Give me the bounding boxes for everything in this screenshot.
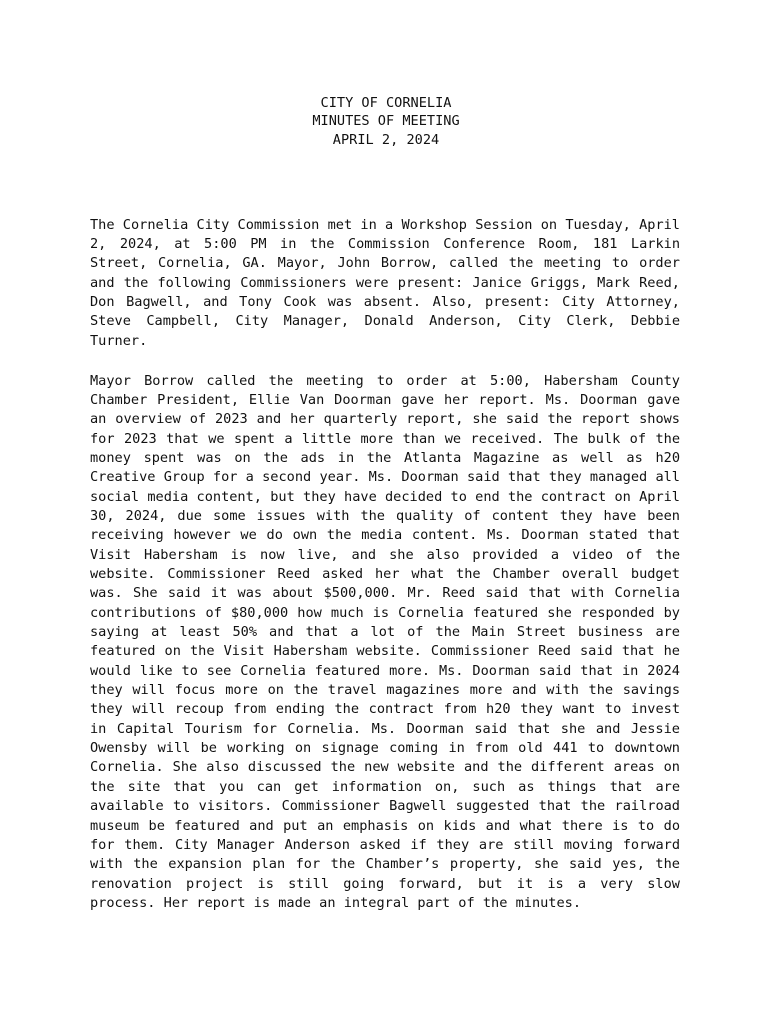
document-title: MINUTES OF MEETING	[312, 113, 460, 130]
document-header	[0, 94, 770, 149]
city-name: CITY OF CORNELIA	[320, 95, 452, 111]
attendance-paragraph: The Cornelia City Commission met in a Workshop Session on Tuesday, April 2, 2024, at 5:00 PM in the Commission Conference Room, 181 Larkin Street, Cornelia, GA. Mayor, John Borrow, called the meeting to order and the following Commissioners were present: Janice Griggs, Mark Reed, Don Bagwell, and Tony Cook was absent. Also, present: City Attorney, Steve Campbell, City Manager, Donald Anderson, City Clerk, Debbie Turner.	[90, 216, 680, 349]
meeting-date: APRIL 2, 2024	[332, 131, 440, 148]
chamber-report-paragraph: Mayor Borrow called the meeting to order at 5:00, Habersham County Chamber President, Ellie Van Doorman gave her report. Ms. Doorman gave an overview of 2023 and her quarterly report, she said the report shows for 2023 that we spent a little more than we received. The bulk of the money spent was on the ads in the Atlanta Magazine as well as h20 Creative Group for a second year. Ms. Doorman said that they managed all social media content, but they have decided to end the contract on April 30, 2024, due some issues with the quality of content they have been receiving however we do own the media content. Ms. Doorman stated that Visit Habersham is now live, and she also provided a video of the website. Commissioner Reed asked her what the Chamber overall budget was. She said it was about $500,000. Mr. Reed said that with Cornelia contributions of $80,000 how much is Cornelia featured she responded by saying at least 50% and that a lot of the Main Street business are featured on the Visit Habersham website. Commissioner Reed said that he would like to see Cornelia featured more. Ms. Doorman said that in 2024 they will focus more on the travel magazines more and with the savings they will recoup from ending the contract from h20 they want to invest in Capital Tourism for Cornelia. Ms. Doorman said that she and Jessie Owensby will be working on signage coming in from old 441 to downtown Cornelia. She also discussed the new website and the different areas on the site that you can get information on, such as things that are available to visitors. Commissioner Bagwell suggested that the railroad museum be featured and put an emphasis on kids and what there is to do for them. City Manager Anderson asked if they are still moving forward with the expansion plan for the Chamber’s property, she said yes, the renovation project is still going forward, but it is a very slow process. Her report is made an integral part of the minutes.	[90, 372, 680, 911]
